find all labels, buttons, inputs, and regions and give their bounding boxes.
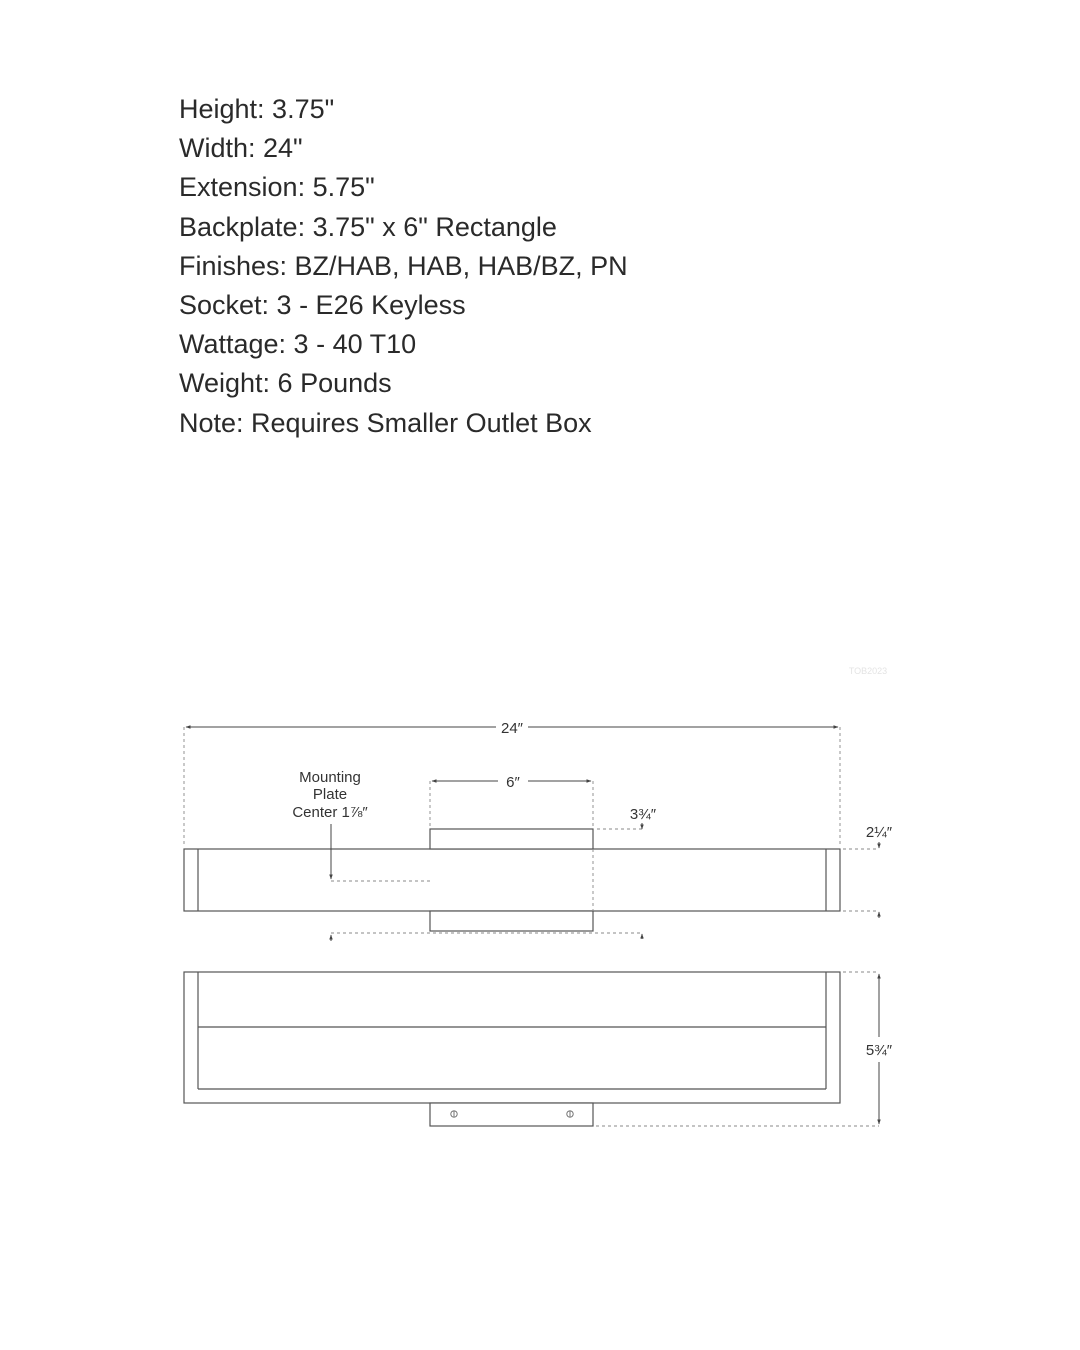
front-backplate-top xyxy=(430,829,593,849)
spec-wattage: Wattage: 3 - 40 T10 xyxy=(179,329,417,360)
front-backplate-bottom xyxy=(430,911,593,931)
front-body xyxy=(184,849,840,911)
extension-label: 5¾″ xyxy=(865,1042,893,1059)
spec-weight: Weight: 6 Pounds xyxy=(179,368,392,399)
spec-socket: Socket: 3 - E26 Keyless xyxy=(179,290,466,321)
spec-width: Width: 24" xyxy=(179,133,303,164)
backplate-height-label: 3¾″ xyxy=(629,806,657,823)
spec-note: Note: Requires Smaller Outlet Box xyxy=(179,407,592,438)
spec-finishes: Finishes: BZ/HAB, HAB, HAB/BZ, PN xyxy=(179,250,628,281)
backplate-width-label: 6″ xyxy=(506,774,520,791)
front-view xyxy=(184,829,840,931)
side-outer-frame xyxy=(184,972,840,1103)
spec-backplate: Backplate: 3.75" x 6" Rectangle xyxy=(179,211,557,242)
mounting-label-line-1: Mounting xyxy=(299,769,361,786)
width-label: 24″ xyxy=(501,720,523,737)
side-view xyxy=(184,972,840,1126)
body-height-label: 2¼″ xyxy=(865,824,893,841)
watermark-text: TOB2023 xyxy=(848,666,888,676)
mounting-label-line-2: Plate xyxy=(312,786,348,803)
mounting-label-line-3: Center 1⅞″ xyxy=(292,804,368,821)
side-mounting-plate xyxy=(430,1103,593,1126)
spec-height: Height: 3.75" xyxy=(179,94,335,124)
spec-extension: Extension: 5.75" xyxy=(179,172,375,203)
